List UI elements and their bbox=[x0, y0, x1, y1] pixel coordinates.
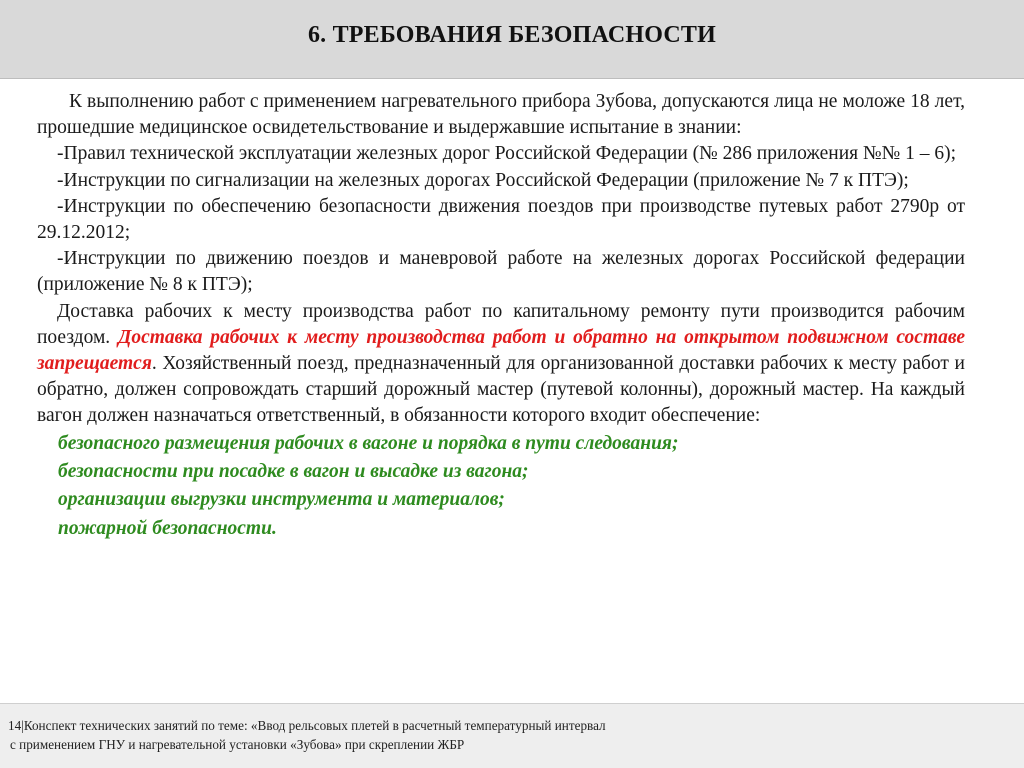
footer-line-2: с применением ГНУ и нагревательной установки «Зубова» при скреплении ЖБР bbox=[10, 737, 465, 752]
slide-body bbox=[37, 89, 965, 543]
delivery-text-before: Доставка рабочих к месту производства работ по капитальному ремонту пути производится рабочим поездом. bbox=[37, 300, 965, 348]
requirement-item: -Инструкции по движению поездов и маневровой работе на железных дорогах Российской федерации (приложение № 8 к ПТЭ); bbox=[37, 248, 965, 296]
delivery-warning: Доставка рабочих к месту производства работ и обратно на открытом подвижном составе запрещается bbox=[37, 326, 965, 375]
duty-item: организации выгрузки инструмента и материалов; bbox=[58, 489, 505, 511]
delivery-paragraph bbox=[37, 299, 965, 430]
duties-list bbox=[37, 430, 965, 544]
duty-item: безопасного размещения рабочих в вагоне и порядка в пути следования; bbox=[58, 432, 679, 454]
slide-footer bbox=[0, 703, 1024, 768]
requirement-item: -Правил технической эксплуатации железных дорог Российской Федерации (№ 286 приложения №№ 1 – 6); bbox=[57, 143, 956, 165]
requirement-item: -Инструкции по сигнализации на железных дорогах Российской Федерации (приложение № 7 к ПТЭ); bbox=[57, 169, 909, 191]
footer-caption bbox=[8, 716, 1008, 754]
requirement-item: -Инструкции по обеспечению безопасности движения поездов при производстве путевых работ 2790р от 29.12.2012; bbox=[37, 195, 965, 244]
duty-item: безопасности при посадке в вагон и высадке из вагона; bbox=[58, 461, 529, 483]
intro-paragraph: К выполнению работ с применением нагревательного прибора Зубова, допускаются лица не моложе 18 лет, прошедшие медицинское освидетельствование и выдержавшие испытание в знании: bbox=[37, 91, 965, 139]
slide-title: 6. ТРЕБОВАНИЯ БЕЗОПАСНОСТИ bbox=[307, 22, 717, 48]
duty-item: пожарной безопасности. bbox=[58, 517, 277, 539]
footer-line-1: 14|Конспект технических занятий по теме: «Ввод рельсовых плетей в расчетный температурный интервал bbox=[8, 718, 606, 733]
slide-header bbox=[0, 0, 1024, 79]
delivery-text-after: . Хозяйственный поезд, предназначенный для организованной доставки рабочих к месту работ и обратно, должен сопровождать старший дорожный мастер (путевой колонны), дорожный мастер. На каждый вагон должен назначаться ответственный, в обязанности которого входит обеспечение: bbox=[37, 353, 965, 427]
